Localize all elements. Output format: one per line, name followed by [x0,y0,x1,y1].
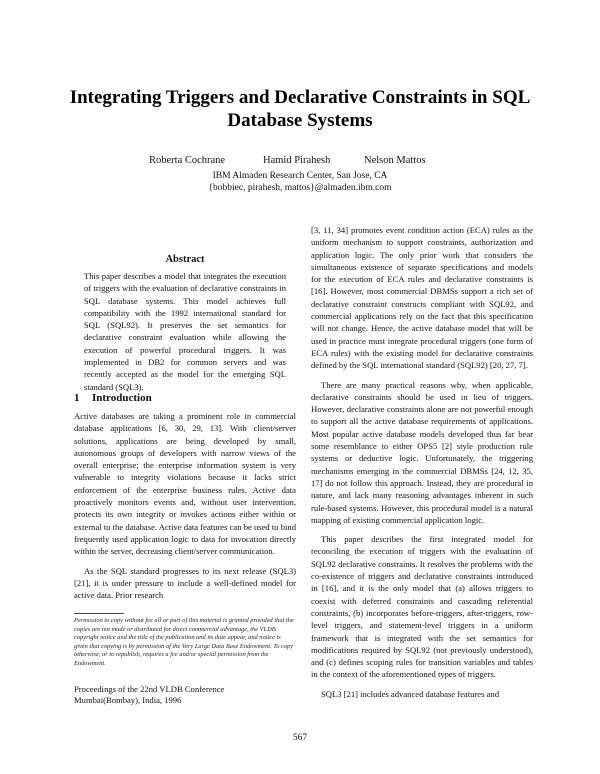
author-3: Nelson Mattos [364,155,426,166]
section-number: 1 [74,392,80,404]
permission-footnote: Permission to copy without fee all or part of this material is granted provided that the copies are not made or distributed for direct commercial advantage, the VLDB copyright notice and the title of the publication and its date appear, and notice is given that copying is by permission of the Very Large Data Base Endowment. To copy otherwise, or to republish, requires a fee and/or special permission from the Endowment. [74,617,294,667]
paper-title: Integrating Triggers and Declarative Constraints in SQL Database Systems [69,87,531,131]
author-2: Hamid Pirahesh [263,155,331,166]
abstract [84,270,286,393]
footnote-rule [74,613,124,614]
proceedings-line-2: Mumbai(Bombay), India, 1996 [74,695,182,705]
proceedings-line-1: Proceedings of the 22nd VLDB Conference [74,684,225,694]
abstract-heading: Abstract [165,254,205,265]
abstract-text: This paper describes a model that integrates the execution of triggers with the evaluation of declarative constraints in SQL database systems. This model achieves full compatibility with the 1992 international standard for SQL (SQL92). It preserves the set semantics for declarative constraint evaluation while allowing the execution of powerful procedural triggers. It was implemented in DB2 for common servers and was recently accepted as the model for the emerging SQL standard (SQL3). [84,271,286,392]
author-1: Roberta Cochrane [149,155,226,166]
proceedings-info [74,684,296,706]
right-paragraph-2: There are many practical reasons why, when applicable, declarative constraints should be used in lieu of triggers. However, declarative constraints alone are not powerful enough to support all the active database requirements of applications. Most popular active database models developed thus far bear some resemblance to either OPS5 [2] style production rule systems or deductive logic. Unfortunately, the triggering mechanisms emerging in the commercial DBMSs [24, 12, 35, 17] do not follow this approach. Instead, they are procedural in nature, and lack many reasoning advantages inherent in such rule-based systems. However, this procedural model is a natural mapping of existing commercial application logic. [311,379,533,525]
section-heading-introduction [74,392,152,404]
intro-paragraph-1: Active databases are taking a prominent role in commercial database applications [6, 30, 29, 13]. With client/server solutions, applications are being developed by small, autonomous groups of developers with narrow views of the overall enterprise; the enterprise information system is very vulnerable to integrity violations because it lacks strict enforcement of the enterprise business rules. Active data proactively monitors events and, without user intervention, protects its own integrity or invokes actions either within or external to the database. Active data features can be used to bind frequently used application logic to data for invocation directly within the server, decreasing client/server communication. [74,411,296,557]
intro-paragraph-2: As the SQL standard progresses to its next release (SQL3)[21], it is under pressure to include a well-defined model for active data. Prior research [74,565,296,601]
affiliation: IBM Almaden Research Center, San Jose, CA [212,171,388,181]
introduction-body [74,410,296,608]
right-paragraph-3: This paper describes the first integrated model for reconciling the execution of triggers with the evaluation of SQL92 declarative constraints. It resolves the problems with the co-existence of triggers and declarative constraints introduced in [16], and it is the only model that (a) allows triggers to coexist with deferred constraints and cascading referential constraints, (b) incorporates before-triggers, after-triggers, row-level triggers, and statement-level triggers in a uniform framework that is integrated with the set semantics for modifications required by SQL92 (not previously understood), and (c) defines scoping rules for transition variables and tables in the context of the aforementioned types of triggers. [311,534,533,680]
author-emails: {bobbiec, pirahesh, mattos}@almaden.ibm.com [208,183,392,193]
right-paragraph-4: SQL3 [21] includes advanced database features and [321,688,500,699]
page-number: 567 [292,733,308,743]
section-title: Introduction [92,392,152,404]
right-column-body [311,224,533,707]
right-paragraph-1: [3, 11, 34] promotes event condition action (ECA) rules as the uniform mechanism to support constraints, authorization and application logic. The only prior work that considers the simultaneous existence of separate specifications and models for the execution of ECA rules and declarative constraints is [16]. However, most commercial DBMSs support a rich set of declarative constraint constructs compliant with SQL92, and commercial applications rely on the fact that this specification will not change. Hence, the active database model that will be used in practice must integrate procedural triggers (one form of ECA rules) with the existing model for declarative constraints defined by the SQL international standard (SQL92) [20, 27, 7]. [311,225,533,371]
